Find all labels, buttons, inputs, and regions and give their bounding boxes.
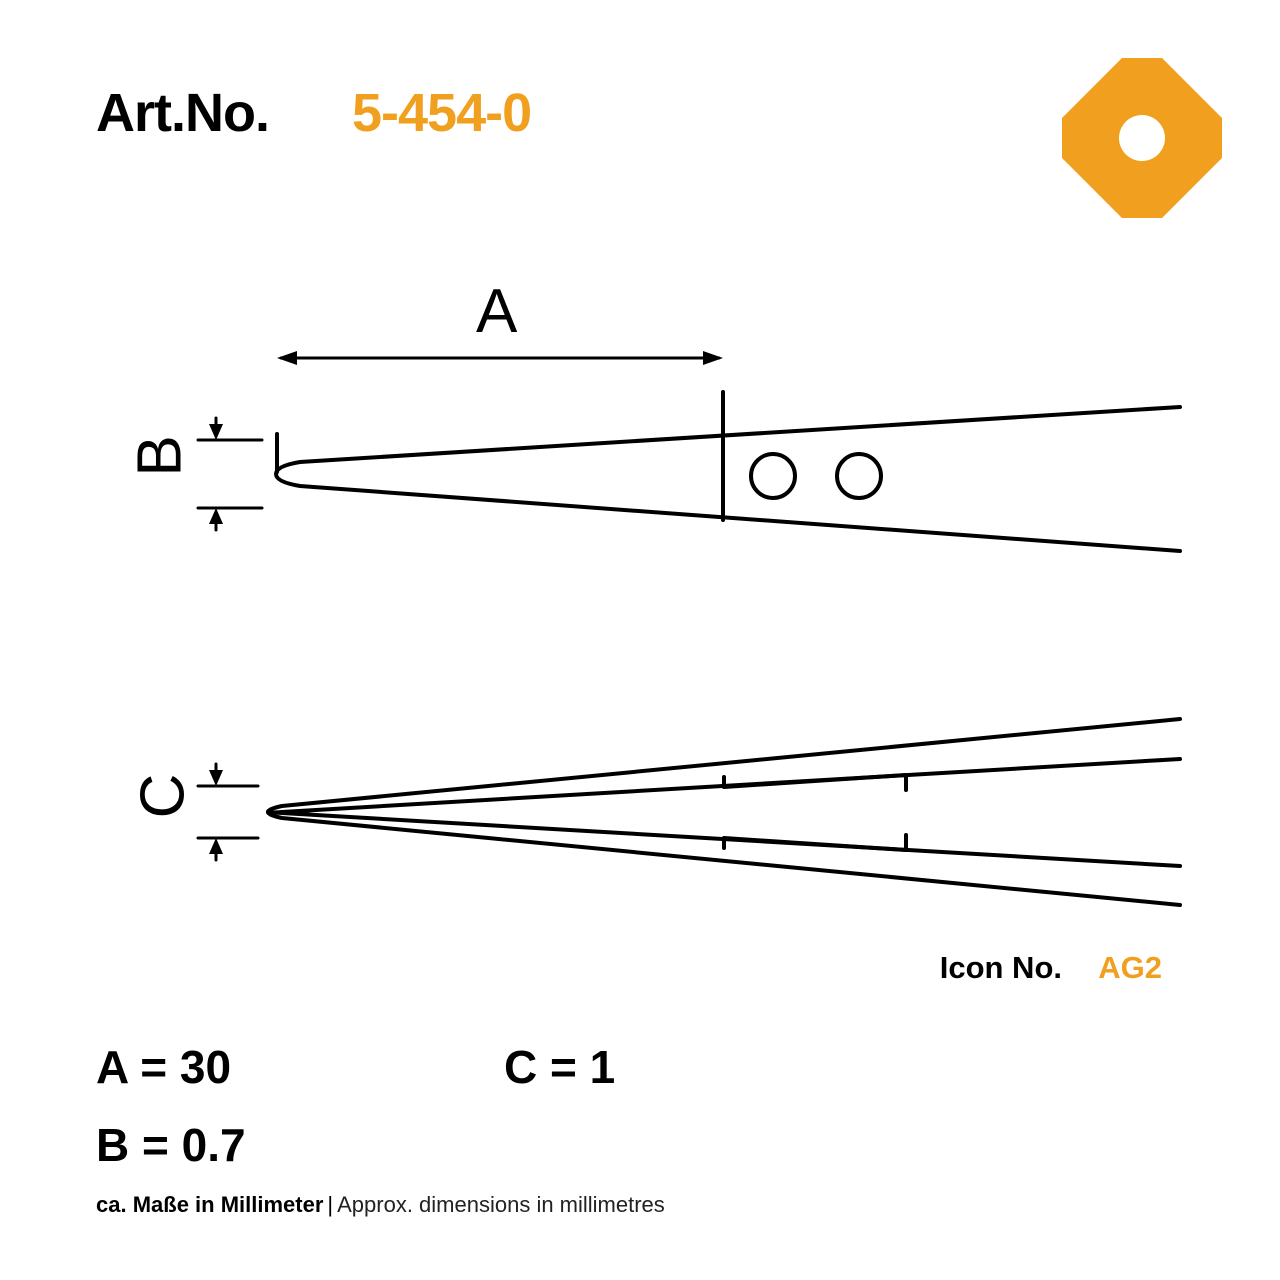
tweezer-side-lower-step [724, 835, 906, 850]
icon-number-value: AG2 [1098, 950, 1162, 985]
tweezer-side-lower-top [268, 812, 1180, 866]
tweezer-hole-right [837, 454, 881, 498]
dim-c-arrow-down [209, 838, 223, 854]
footnote-german: ca. Maße in Millimeter [96, 1192, 324, 1217]
tweezer-hole-left [751, 454, 795, 498]
dim-a-arrow-left [277, 351, 297, 365]
dimension-letter-a: A [476, 277, 518, 346]
dim-b-arrow-down [209, 508, 223, 524]
tweezer-side-upper-step [724, 775, 906, 790]
dim-c-arrow-up [209, 770, 223, 786]
dimension-letter-c: C [128, 773, 198, 819]
measurement-c: C = 1 [504, 1041, 616, 1093]
article-number-value: 5-454-0 [352, 83, 532, 143]
tweezer-side-upper-bottom [268, 759, 1180, 813]
dim-a-arrow-right [703, 351, 723, 365]
brand-diamond-logo [1062, 58, 1222, 218]
dimension-letter-b: B [125, 435, 195, 477]
footnote [96, 1192, 665, 1218]
tweezer-side-lower-bottom [268, 812, 1180, 905]
dim-b-arrow-up [209, 424, 223, 440]
footnote-english: Approx. dimensions in millimetres [337, 1192, 665, 1217]
tweezer-top-outline [276, 407, 1180, 551]
tweezer-side-upper-top [268, 719, 1180, 812]
measurement-b: B = 0.7 [96, 1119, 246, 1171]
article-number-label: Art.No. [96, 83, 269, 143]
icon-number-label: Icon No. [939, 950, 1062, 985]
measurement-a: A = 30 [96, 1041, 232, 1093]
footnote-separator: | [327, 1192, 334, 1217]
